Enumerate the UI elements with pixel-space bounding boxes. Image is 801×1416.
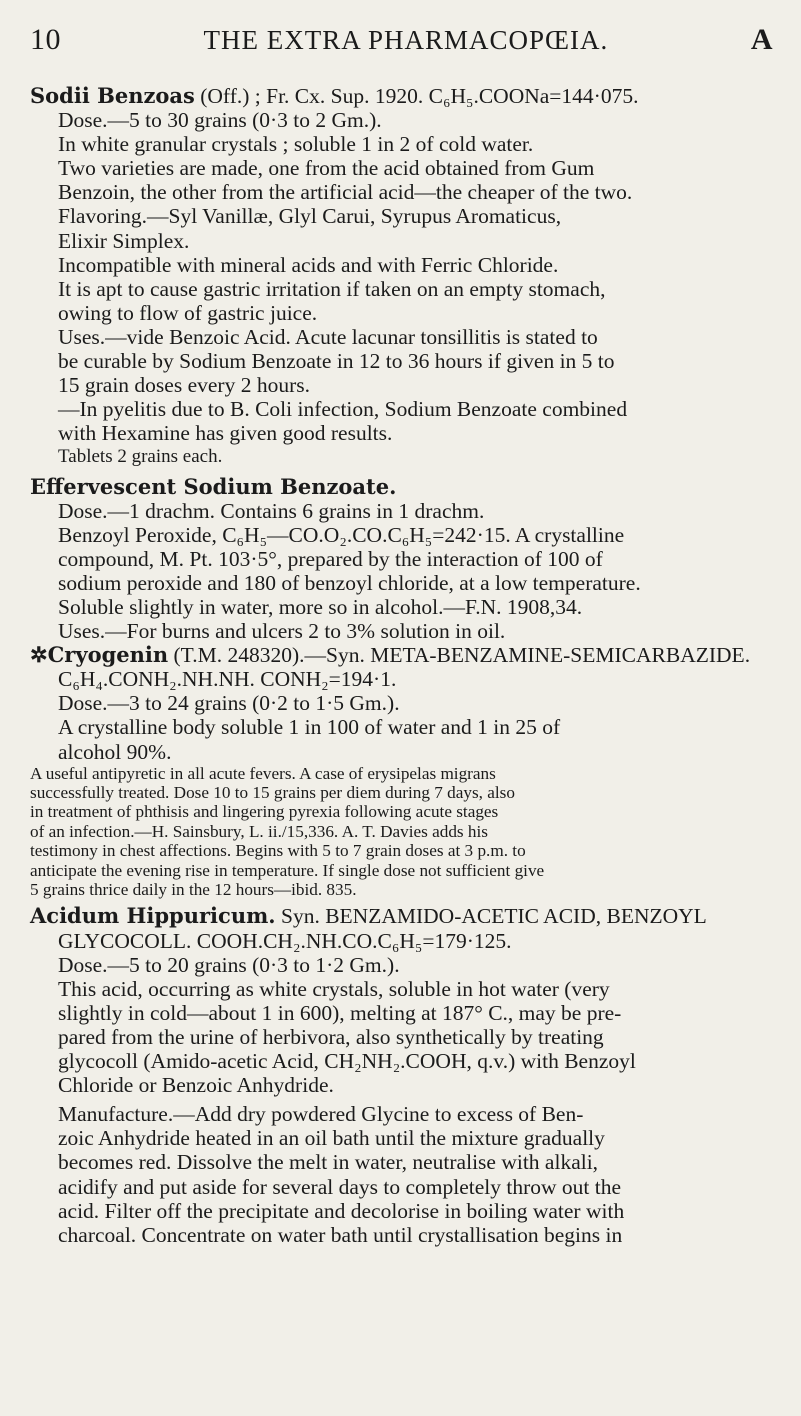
running-header [30, 22, 773, 58]
entry-line: acid. Filter off the precipitate and decolorise in boiling water with [58, 1198, 625, 1223]
entry-line: Uses.—vide Benzoic Acid. Acute lacunar tonsillitis is stated to [58, 324, 598, 349]
entry-line: Dose.—5 to 20 grains (0·3 to 1·2 Gm.). [58, 952, 400, 977]
entry-line: Acidum Hippuricum. Syn. BENZAMIDO-ACETIC ACID, BENZOYL [30, 903, 707, 929]
running-title: THE EXTRA PHARMACOPŒIA. [203, 24, 609, 55]
note-line: in treatment of phthisis and lingering pyrexia following acute stages [30, 802, 499, 822]
entry-line: Soluble slightly in water, more so in alcohol.—F.N. 1908,34. [58, 594, 583, 619]
entry-line: with Hexamine has given good results. [58, 421, 393, 446]
note-line: successfully treated. Dose 10 to 15 grains per diem during 7 days, also [30, 783, 515, 803]
entry-line: Tablets 2 grains each. [58, 446, 223, 468]
entry-heading: ✲Cryogenin [30, 642, 169, 668]
entry-line: owing to flow of gastric juice. [58, 300, 318, 325]
entry-line: Sodii Benzoas (Off.) ; Fr. Cx. Sup. 1920. C₆H₅.COONa=144·075. [30, 83, 639, 108]
entry-line: acidify and put aside for several days to completely throw out the [58, 1174, 622, 1199]
entry-line: Dose.—1 drachm. Contains 6 grains in 1 drachm. [58, 498, 485, 523]
entry-line: glycocoll (Amido-acetic Acid, CH₂NH₂.COOH, q.v.) with Benzoyl [58, 1049, 636, 1074]
entry-line: —In pyelitis due to B. Coli infection, Sodium Benzoate combined [58, 397, 628, 422]
entry-line: ✲Cryogenin (T.M. 248320).—Syn. META-BENZAMINE-SEMICARBAZIDE. [30, 642, 751, 668]
section-letter: A [750, 23, 773, 56]
entry-line: A crystalline body soluble 1 in 100 of water and 1 in 25 of [58, 715, 561, 740]
entry-line: Benzoyl Peroxide, C₆H₅—CO.O₂.CO.C₆H₅=242·15. A crystalline [58, 522, 625, 547]
entry-line: Dose.—3 to 24 grains (0·2 to 1·5 Gm.). [58, 691, 400, 716]
entry-line: pared from the urine of herbivora, also synthetically by treating [58, 1024, 604, 1049]
entry-line: 15 grain doses every 2 hours. [58, 373, 310, 398]
page-body [30, 84, 772, 1247]
entry-line: compound, M. Pt. 103·5°, prepared by the interaction of 100 of [58, 546, 603, 571]
entry-line: charcoal. Concentrate on water bath until crystallisation begins in [58, 1222, 623, 1247]
entry-line: slightly in cold—about 1 in 600), melting at 187° C., may be pre- [58, 1000, 622, 1025]
entry-line: GLYCOCOLL. COOH.CH₂.NH.CO.C₆H₅=179·125. [58, 928, 512, 953]
entry-line: alcohol 90%. [58, 739, 172, 764]
entry-line: Uses.—For burns and ulcers 2 to 3% solution in oil. [58, 619, 506, 644]
entry-line: Chloride or Benzoic Anhydride. [58, 1073, 334, 1098]
entry-line: In white granular crystals ; soluble 1 in 2 of cold water. [58, 132, 534, 157]
entry-line: zoic Anhydride heated in an oil bath until the mixture gradually [58, 1126, 605, 1151]
entry-line: Manufacture.—Add dry powdered Glycine to excess of Ben- [58, 1102, 584, 1127]
entry-line: It is apt to cause gastric irritation if taken on an empty stomach, [58, 276, 606, 301]
note-line: 5 grains thrice daily in the 12 hours—ibid. 835. [30, 880, 357, 900]
entry-line: becomes red. Dissolve the melt in water, neutralise with alkali, [58, 1150, 599, 1175]
entry-line: Flavoring.—Syl Vanillæ, Glyl Carui, Syrupus Aromaticus, [58, 204, 562, 229]
entry-line: This acid, occurring as white crystals, soluble in hot water (very [58, 976, 610, 1001]
note-line: anticipate the evening rise in temperature. If single dose not sufficient give [30, 860, 545, 880]
entry-line: Benzoin, the other from the artificial acid—the cheaper of the two. [58, 180, 633, 205]
entry-heading: Acidum Hippuricum. [30, 903, 276, 929]
entry-line: Elixir Simplex. [58, 228, 190, 253]
entry-line: Two varieties are made, one from the acid obtained from Gum [58, 156, 595, 181]
entry-line: be curable by Sodium Benzoate in 12 to 36 hours if given in 5 to [58, 349, 615, 374]
page-number: 10 [30, 23, 61, 56]
entry-heading: Effervescent Sodium Benzoate. [30, 473, 397, 499]
entry-line: Incompatible with mineral acids and with Ferric Chloride. [58, 252, 559, 277]
entry-line: C₆H₄.CONH₂.NH.NH. CONH₂=194·1. [58, 667, 397, 692]
entry-line: Dose.—5 to 30 grains (0·3 to 2 Gm.). [58, 108, 382, 133]
entry-line: sodium peroxide and 180 of benzoyl chloride, at a low temperature. [58, 570, 641, 595]
note-line: of an infection.—H. Sainsbury, L. ii./15,336. A. T. Davies adds his [30, 821, 488, 841]
note-line: testimony in chest affections. Begins with 5 to 7 grain doses at 3 p.m. to [30, 841, 526, 861]
entry-heading: Sodii Benzoas [30, 83, 195, 108]
note-line: A useful antipyretic in all acute fevers. A case of erysipelas migrans [30, 763, 496, 783]
